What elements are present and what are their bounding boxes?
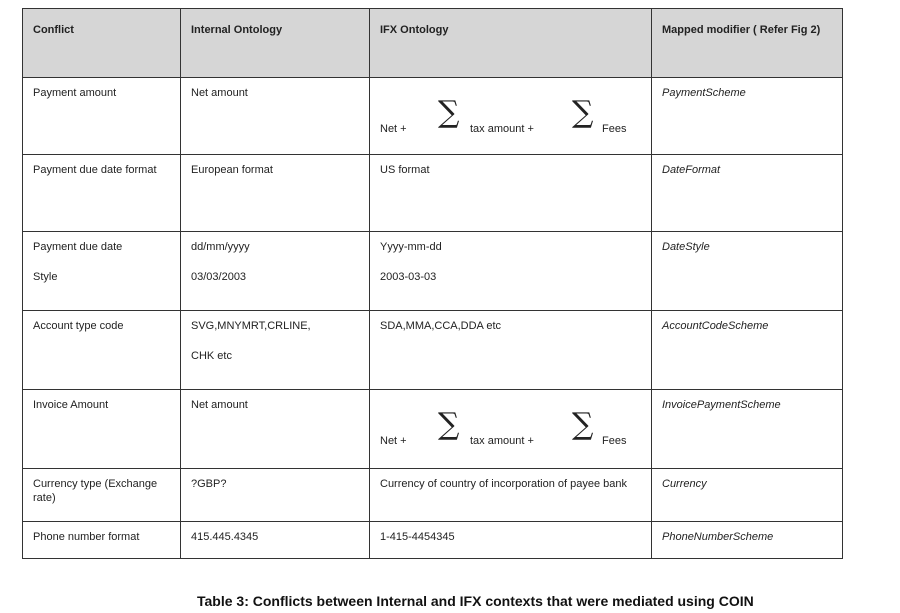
cell-line: 2003-03-03 xyxy=(380,271,437,283)
header-conflict: Conflict xyxy=(23,9,181,78)
cell-internal: ?GBP? xyxy=(181,469,370,522)
table-header-row xyxy=(23,9,843,78)
cell-line: Payment due date xyxy=(33,241,123,253)
cell-ifx: Currency of country of incorporation of payee bank xyxy=(370,469,652,522)
table-caption: Table 3: Conflicts between Internal and IFX contexts that were mediated using COIN xyxy=(197,593,754,609)
cell-conflict: Invoice Amount xyxy=(23,390,181,469)
cell-line: Yyyy-mm-dd xyxy=(380,241,442,253)
sum-formula xyxy=(380,398,641,458)
formula-fees: Fees xyxy=(602,123,627,135)
cell-line: dd/mm/yyyy xyxy=(191,241,250,253)
cell-ifx-formula xyxy=(370,78,652,155)
header-ifx-ontology: IFX Ontology xyxy=(370,9,652,78)
cell-internal: 415.445.4345 xyxy=(181,522,370,559)
cell-ifx: US format xyxy=(370,155,652,232)
cell-conflict xyxy=(23,232,181,311)
cell-conflict: Payment due date format xyxy=(23,155,181,232)
cell-line: CHK etc xyxy=(191,350,232,362)
cell-conflict: Payment amount xyxy=(23,78,181,155)
cell-ifx: 1-415-4454345 xyxy=(370,522,652,559)
table-row xyxy=(23,78,843,155)
cell-line: 03/03/2003 xyxy=(191,271,247,283)
cell-internal: European format xyxy=(181,155,370,232)
table-row xyxy=(23,390,843,469)
cell-internal: Net amount xyxy=(181,78,370,155)
cell-ifx-formula xyxy=(370,390,652,469)
sigma-symbol: ∑ xyxy=(438,407,460,442)
cell-line: Style xyxy=(33,271,58,283)
cell-conflict: Phone number format xyxy=(23,522,181,559)
table-row xyxy=(23,522,843,559)
formula-fees: Fees xyxy=(602,435,627,447)
cell-internal xyxy=(181,232,370,311)
table-row xyxy=(23,311,843,390)
table-row xyxy=(23,469,843,522)
cell-internal: Net amount xyxy=(181,390,370,469)
formula-tax: tax amount + xyxy=(470,435,534,447)
table-row xyxy=(23,155,843,232)
header-internal-ontology: Internal Ontology xyxy=(181,9,370,78)
sigma-symbol: ∑ xyxy=(438,95,460,130)
cell-modifier: AccountCodeScheme xyxy=(652,311,843,390)
conflicts-table xyxy=(22,8,843,559)
header-mapped-modifier: Mapped modifier ( Refer Fig 2) xyxy=(652,9,843,78)
cell-modifier: DateFormat xyxy=(652,155,843,232)
cell-conflict: Account type code xyxy=(23,311,181,390)
sum-formula xyxy=(380,86,641,146)
sigma-symbol: ∑ xyxy=(572,95,594,130)
cell-internal xyxy=(181,311,370,390)
cell-modifier: DateStyle xyxy=(652,232,843,311)
cell-modifier: PaymentScheme xyxy=(652,78,843,155)
cell-ifx xyxy=(370,232,652,311)
cell-conflict: Currency type (Exchange rate) xyxy=(23,469,181,522)
cell-line: SVG,MNYMRT,CRLINE, xyxy=(191,320,311,332)
formula-tax: tax amount + xyxy=(470,123,534,135)
sigma-symbol: ∑ xyxy=(572,407,594,442)
formula-net: Net + xyxy=(380,123,407,135)
cell-modifier: PhoneNumberScheme xyxy=(652,522,843,559)
cell-modifier: InvoicePaymentScheme xyxy=(652,390,843,469)
table-row xyxy=(23,232,843,311)
cell-modifier: Currency xyxy=(652,469,843,522)
formula-net: Net + xyxy=(380,435,407,447)
cell-ifx: SDA,MMA,CCA,DDA etc xyxy=(370,311,652,390)
